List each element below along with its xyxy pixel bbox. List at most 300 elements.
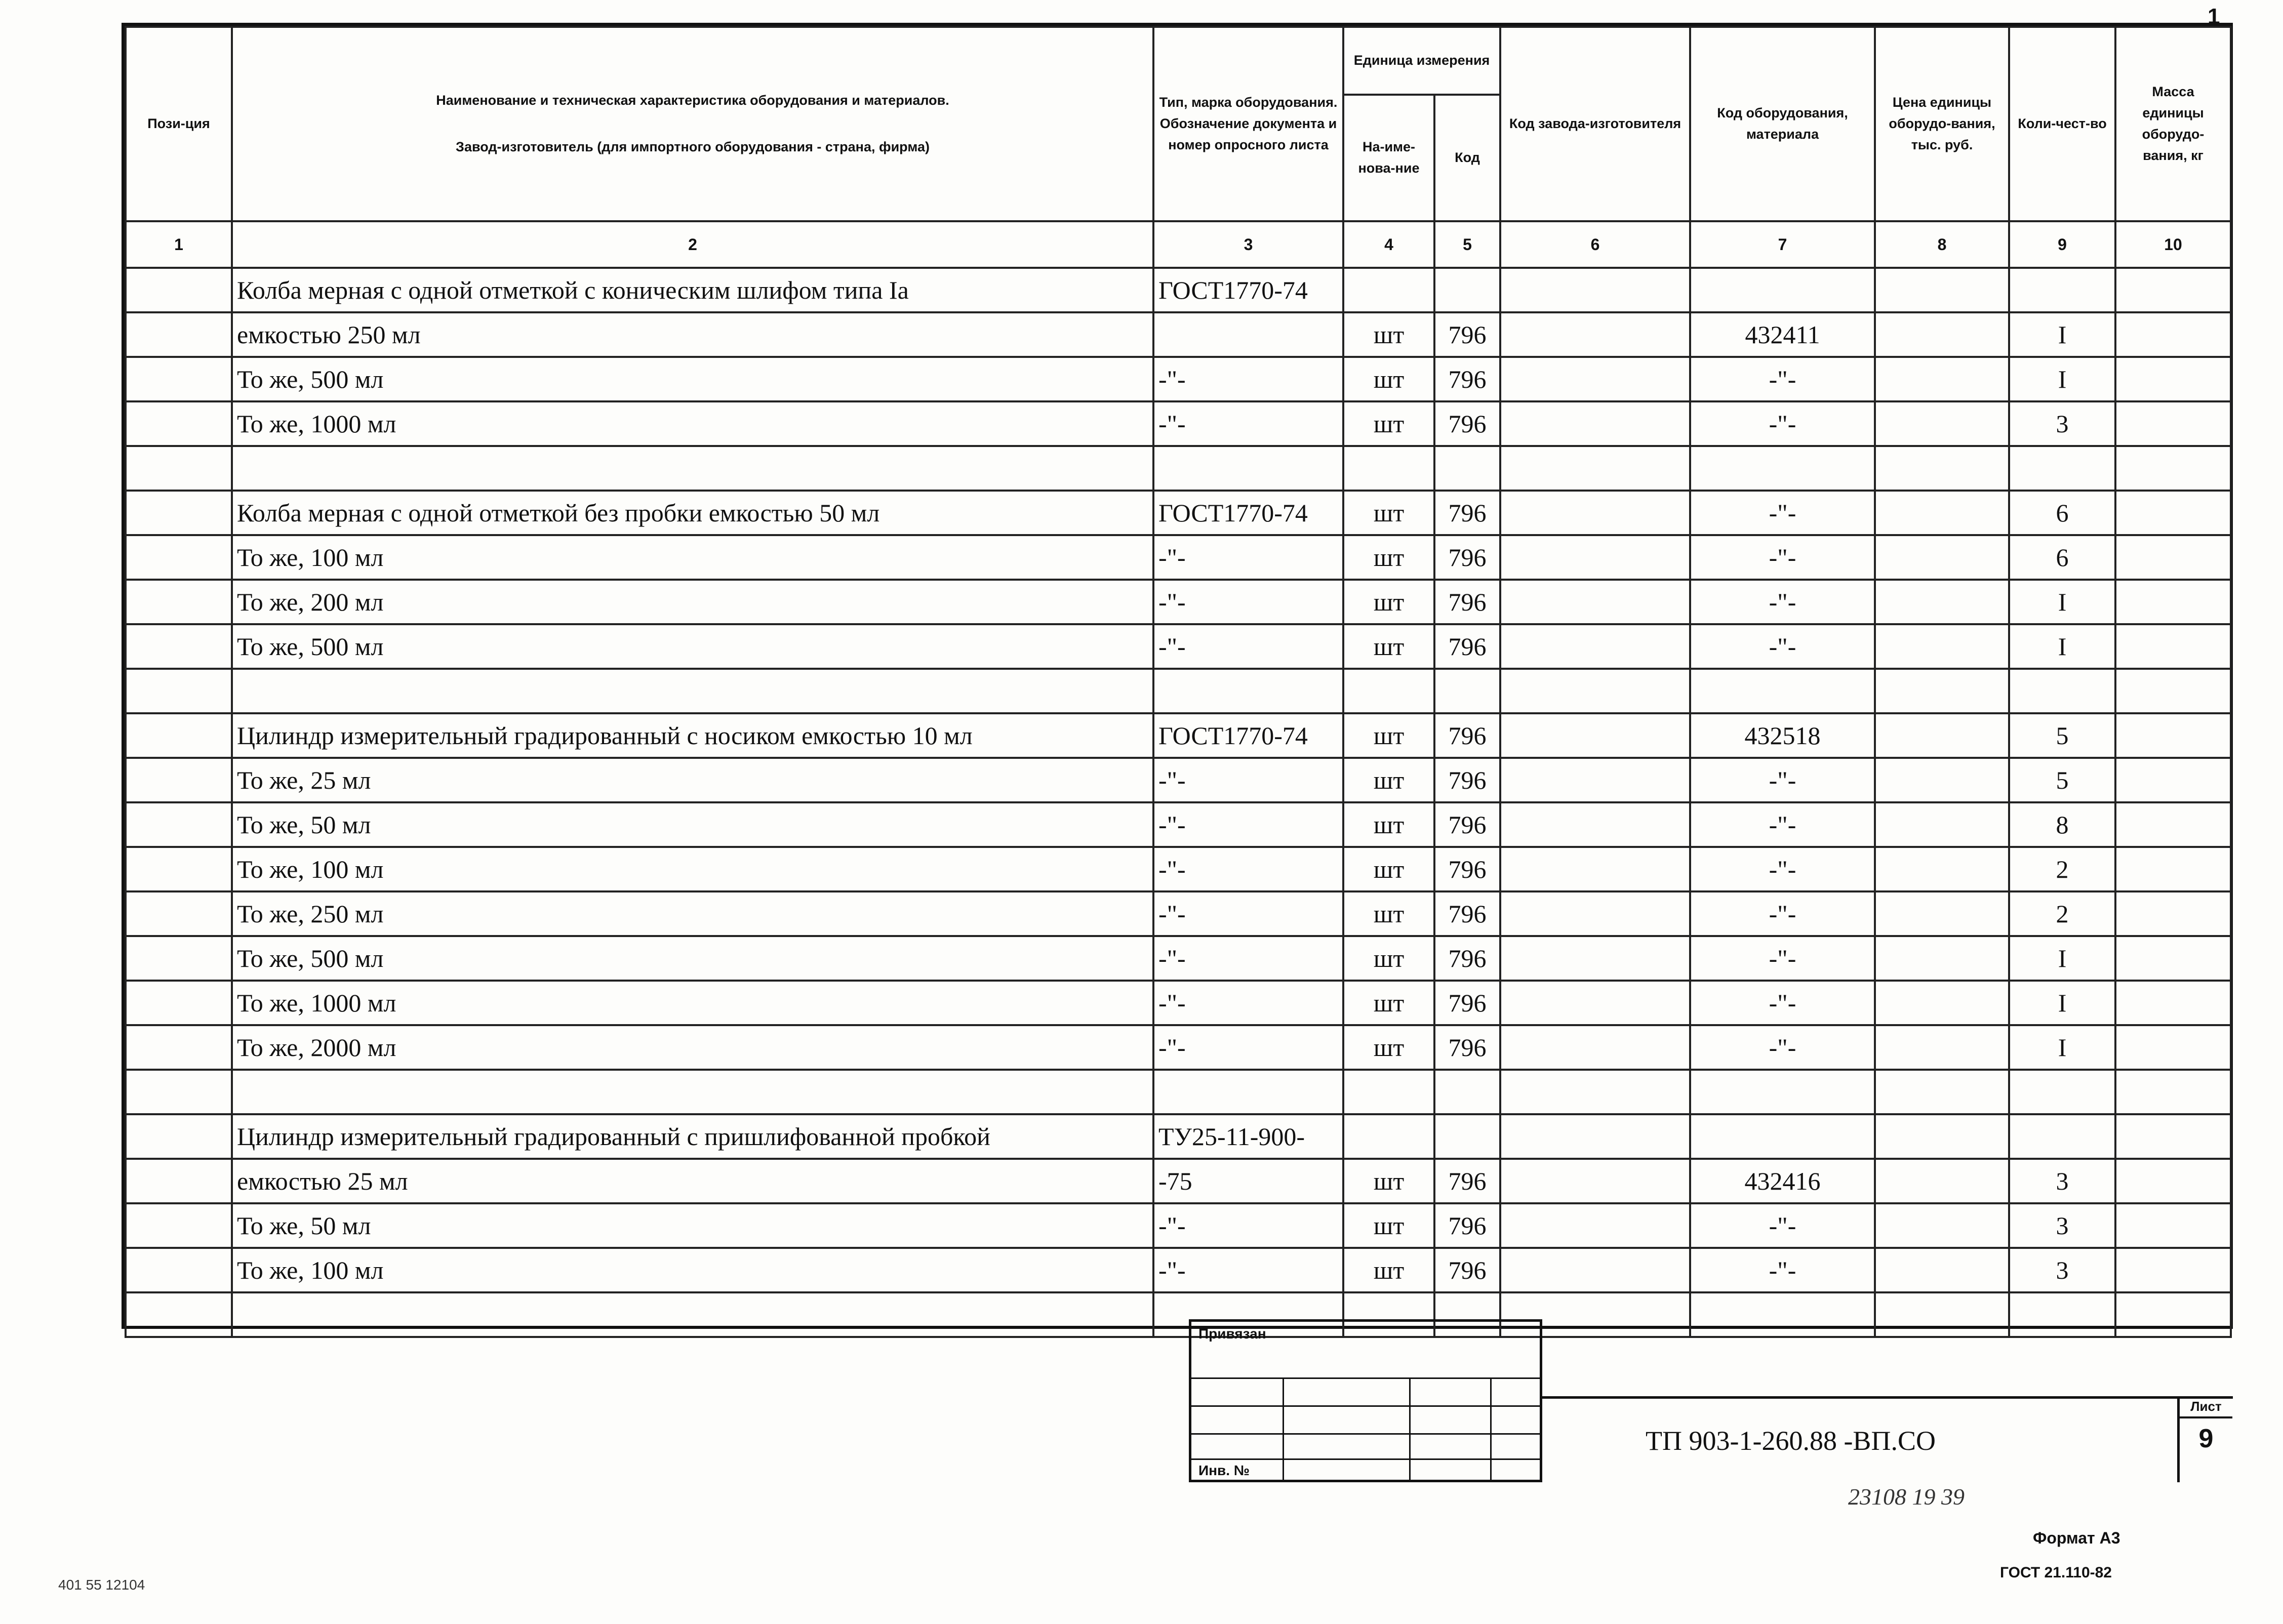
cell-pos — [126, 802, 232, 847]
cell-type: -"- — [1153, 981, 1343, 1025]
col-number: 9 — [2009, 221, 2115, 268]
cell-plant — [1500, 357, 1690, 401]
cell-equip: -"- — [1690, 936, 1875, 981]
cell-code — [1434, 446, 1500, 491]
cell-code: 796 — [1434, 401, 1500, 446]
cell-pos — [126, 1203, 232, 1248]
cell-mass — [2115, 491, 2231, 535]
cell-qty: 3 — [2009, 1203, 2115, 1248]
cell-plant — [1500, 1248, 1690, 1292]
cell-unit: шт — [1343, 357, 1434, 401]
sheet-number: 9 — [2198, 1424, 2214, 1453]
cell-name: То же, 50 мл — [232, 802, 1153, 847]
cell-name: Цилиндр измерительный градированный с носиком емкостью 10 мл — [232, 713, 1153, 758]
cell-plant — [1500, 936, 1690, 981]
cell-code: 796 — [1434, 624, 1500, 669]
table-row — [126, 491, 2231, 535]
cell-type: -75 — [1153, 1159, 1343, 1203]
header-type: Тип, марка оборудования. Обозначение документа и номер опросного листа — [1153, 27, 1343, 221]
cell-code: 796 — [1434, 1025, 1500, 1070]
cell-type: ГОСТ1770-74 — [1153, 268, 1343, 312]
sheet-label: Лист — [2180, 1396, 2232, 1418]
cell-qty: 3 — [2009, 401, 2115, 446]
cell-mass — [2115, 1292, 2231, 1337]
cell-qty — [2009, 1114, 2115, 1159]
cell-qty: 6 — [2009, 535, 2115, 580]
cell-type: -"- — [1153, 847, 1343, 891]
cell-equip: -"- — [1690, 1025, 1875, 1070]
table-row — [126, 1070, 2231, 1114]
cell-plant — [1500, 312, 1690, 357]
cell-type: -"- — [1153, 624, 1343, 669]
cell-unit: шт — [1343, 891, 1434, 936]
cell-equip: 432416 — [1690, 1159, 1875, 1203]
cell-plant — [1500, 580, 1690, 624]
table-row — [126, 1159, 2231, 1203]
cell-qty: 6 — [2009, 491, 2115, 535]
cell-mass — [2115, 312, 2231, 357]
cell-name — [232, 669, 1153, 713]
cell-unit — [1343, 268, 1434, 312]
cell-price — [1875, 1292, 2009, 1337]
cell-price — [1875, 1203, 2009, 1248]
cell-qty: I — [2009, 981, 2115, 1025]
cell-qty — [2009, 268, 2115, 312]
cell-qty: I — [2009, 936, 2115, 981]
table-row — [126, 669, 2231, 713]
table-row — [126, 1025, 2231, 1070]
cell-name: То же, 500 мл — [232, 624, 1153, 669]
cell-code: 796 — [1434, 357, 1500, 401]
cell-price — [1875, 1159, 2009, 1203]
cell-pos — [126, 401, 232, 446]
cell-unit — [1343, 1070, 1434, 1114]
cell-price — [1875, 268, 2009, 312]
cell-plant — [1500, 1025, 1690, 1070]
cell-mass — [2115, 1114, 2231, 1159]
cell-pos — [126, 936, 232, 981]
table-row — [126, 891, 2231, 936]
cell-pos — [126, 713, 232, 758]
table-row — [126, 1248, 2231, 1292]
stamp-divider — [1409, 1377, 1411, 1480]
cell-code: 796 — [1434, 802, 1500, 847]
cell-qty: I — [2009, 580, 2115, 624]
cell-mass — [2115, 1248, 2231, 1292]
cell-pos — [126, 580, 232, 624]
privyazan-label: Привязан — [1198, 1326, 1266, 1342]
cell-price — [1875, 312, 2009, 357]
cell-name: То же, 100 мл — [232, 847, 1153, 891]
cell-plant — [1500, 1114, 1690, 1159]
cell-code — [1434, 268, 1500, 312]
cell-type: -"- — [1153, 936, 1343, 981]
cell-mass — [2115, 1025, 2231, 1070]
cell-price — [1875, 1025, 2009, 1070]
cell-pos — [126, 1159, 232, 1203]
header-unit-name: На-име-нова-ние — [1343, 95, 1434, 221]
header-name-line1: Наименование и техническая характеристика оборудования и материалов. — [436, 93, 949, 108]
table-row — [126, 312, 2231, 357]
cell-type: -"- — [1153, 401, 1343, 446]
cell-qty — [2009, 669, 2115, 713]
cell-mass — [2115, 268, 2231, 312]
cell-code: 796 — [1434, 580, 1500, 624]
cell-name: То же, 500 мл — [232, 357, 1153, 401]
cell-code: 796 — [1434, 1248, 1500, 1292]
cell-price — [1875, 624, 2009, 669]
cell-price — [1875, 891, 2009, 936]
cell-equip: -"- — [1690, 891, 1875, 936]
table-row — [126, 401, 2231, 446]
cell-price — [1875, 446, 2009, 491]
col-number: 7 — [1690, 221, 1875, 268]
cell-mass — [2115, 891, 2231, 936]
cell-equip: -"- — [1690, 847, 1875, 891]
cell-mass — [2115, 580, 2231, 624]
cell-mass — [2115, 758, 2231, 802]
cell-plant — [1500, 401, 1690, 446]
table-row — [126, 981, 2231, 1025]
header-row — [126, 27, 2231, 95]
inventory-stamp: 401 55 12104 — [58, 1577, 145, 1593]
header-quantity: Коли-чест-во — [2009, 27, 2115, 221]
cell-qty: 2 — [2009, 891, 2115, 936]
cell-pos — [126, 847, 232, 891]
cell-equip: -"- — [1690, 1248, 1875, 1292]
cell-unit: шт — [1343, 713, 1434, 758]
cell-plant — [1500, 1159, 1690, 1203]
header-name-line2: Завод-изготовитель (для импортного оборудования - страна, фирма) — [456, 139, 930, 154]
cell-equip: 432411 — [1690, 312, 1875, 357]
cell-name: То же, 1000 мл — [232, 981, 1153, 1025]
cell-qty: 5 — [2009, 758, 2115, 802]
cell-qty: I — [2009, 357, 2115, 401]
table-row — [126, 936, 2231, 981]
document-designation: ТП 903-1-260.88 -ВП.СО — [1646, 1426, 1936, 1456]
sheet-number-box — [2177, 1396, 2232, 1482]
specification-table — [125, 26, 2232, 1338]
cell-mass — [2115, 981, 2231, 1025]
cell-equip — [1690, 1292, 1875, 1337]
cell-qty: 3 — [2009, 1159, 2115, 1203]
cell-price — [1875, 1114, 2009, 1159]
table-row — [126, 1292, 2231, 1337]
format-label: Формат А3 — [2033, 1529, 2120, 1547]
cell-type: -"- — [1153, 1203, 1343, 1248]
cell-name: Цилиндр измерительный градированный с пришлифованной пробкой — [232, 1114, 1153, 1159]
header-price: Цена единицы оборудо-вания, тыс. руб. — [1875, 27, 2009, 221]
cell-price — [1875, 669, 2009, 713]
cell-mass — [2115, 624, 2231, 669]
cell-unit — [1343, 446, 1434, 491]
cell-plant — [1500, 1203, 1690, 1248]
cell-type: -"- — [1153, 580, 1343, 624]
cell-equip: -"- — [1690, 758, 1875, 802]
cell-plant — [1500, 446, 1690, 491]
cell-equip: -"- — [1690, 535, 1875, 580]
cell-code — [1434, 1070, 1500, 1114]
table-row — [126, 758, 2231, 802]
cell-qty — [2009, 446, 2115, 491]
cell-price — [1875, 847, 2009, 891]
cell-pos — [126, 1070, 232, 1114]
header-equipment-code: Код оборудования, материала — [1690, 27, 1875, 221]
cell-price — [1875, 580, 2009, 624]
cell-plant — [1500, 891, 1690, 936]
cell-equip: 432518 — [1690, 713, 1875, 758]
cell-mass — [2115, 847, 2231, 891]
cell-mass — [2115, 1203, 2231, 1248]
cell-type: -"- — [1153, 357, 1343, 401]
cell-mass — [2115, 713, 2231, 758]
cell-name — [232, 446, 1153, 491]
cell-unit: шт — [1343, 624, 1434, 669]
cell-unit — [1343, 1114, 1434, 1159]
cell-code: 796 — [1434, 713, 1500, 758]
cell-code: 796 — [1434, 312, 1500, 357]
cell-pos — [126, 758, 232, 802]
cell-qty: 8 — [2009, 802, 2115, 847]
cell-name: То же, 100 мл — [232, 1248, 1153, 1292]
cell-qty — [2009, 1292, 2115, 1337]
cell-plant — [1500, 713, 1690, 758]
column-number-row — [126, 221, 2231, 268]
cell-plant — [1500, 802, 1690, 847]
cell-name: емкостью 250 мл — [232, 312, 1153, 357]
stamp-line — [1191, 1458, 1540, 1460]
cell-price — [1875, 491, 2009, 535]
cell-pos — [126, 1248, 232, 1292]
cell-code: 796 — [1434, 1159, 1500, 1203]
table-row — [126, 535, 2231, 580]
cell-plant — [1500, 491, 1690, 535]
header-unit-group: Единица измерения — [1343, 27, 1500, 95]
cell-unit: шт — [1343, 491, 1434, 535]
cell-name: емкостью 25 мл — [232, 1159, 1153, 1203]
cell-unit: шт — [1343, 312, 1434, 357]
table-row — [126, 357, 2231, 401]
table-row — [126, 802, 2231, 847]
cell-unit — [1343, 669, 1434, 713]
cell-name: То же, 50 мл — [232, 1203, 1153, 1248]
cell-mass — [2115, 1070, 2231, 1114]
table-row — [126, 268, 2231, 312]
cell-code: 796 — [1434, 758, 1500, 802]
cell-qty: 3 — [2009, 1248, 2115, 1292]
cell-unit: шт — [1343, 981, 1434, 1025]
cell-equip — [1690, 669, 1875, 713]
page-mark: 1 — [2208, 4, 2220, 29]
cell-name: То же, 500 мл — [232, 936, 1153, 981]
header-plant-code: Код завода-изготовителя — [1500, 27, 1690, 221]
cell-equip: -"- — [1690, 491, 1875, 535]
cell-mass — [2115, 802, 2231, 847]
cell-pos — [126, 1292, 232, 1337]
cell-type — [1153, 446, 1343, 491]
cell-equip — [1690, 1070, 1875, 1114]
binding-stamp — [1189, 1319, 1542, 1482]
table-row — [126, 847, 2231, 891]
cell-unit: шт — [1343, 936, 1434, 981]
cell-pos — [126, 268, 232, 312]
cell-unit: шт — [1343, 1203, 1434, 1248]
cell-qty: I — [2009, 1025, 2115, 1070]
cell-equip — [1690, 1114, 1875, 1159]
table-row — [126, 1114, 2231, 1159]
cell-mass — [2115, 1159, 2231, 1203]
col-number: 3 — [1153, 221, 1343, 268]
cell-pos — [126, 1114, 232, 1159]
cell-equip: -"- — [1690, 981, 1875, 1025]
table-row — [126, 1203, 2231, 1248]
cell-pos — [126, 981, 232, 1025]
col-number: 6 — [1500, 221, 1690, 268]
cell-code: 796 — [1434, 981, 1500, 1025]
cell-unit: шт — [1343, 535, 1434, 580]
cell-name — [232, 1070, 1153, 1114]
cell-plant — [1500, 669, 1690, 713]
cell-equip: -"- — [1690, 802, 1875, 847]
table-row — [126, 713, 2231, 758]
cell-mass — [2115, 535, 2231, 580]
cell-type: ГОСТ1770-74 — [1153, 713, 1343, 758]
cell-plant — [1500, 624, 1690, 669]
cell-code: 796 — [1434, 936, 1500, 981]
cell-price — [1875, 936, 2009, 981]
cell-pos — [126, 535, 232, 580]
cell-name: То же, 250 мл — [232, 891, 1153, 936]
cell-price — [1875, 981, 2009, 1025]
cell-mass — [2115, 357, 2231, 401]
cell-equip: -"- — [1690, 401, 1875, 446]
cell-type: ГОСТ1770-74 — [1153, 491, 1343, 535]
cell-unit: шт — [1343, 802, 1434, 847]
cell-type: -"- — [1153, 1025, 1343, 1070]
cell-pos — [126, 669, 232, 713]
cell-type: ТУ25-11-900- — [1153, 1114, 1343, 1159]
header-unit-code: Код — [1434, 95, 1500, 221]
cell-unit: шт — [1343, 1248, 1434, 1292]
cell-name: То же, 2000 мл — [232, 1025, 1153, 1070]
cell-unit: шт — [1343, 758, 1434, 802]
stamp-divider — [1283, 1377, 1284, 1480]
col-number: 1 — [126, 221, 232, 268]
col-number: 8 — [1875, 221, 2009, 268]
cell-equip: -"- — [1690, 1203, 1875, 1248]
cell-name: То же, 25 мл — [232, 758, 1153, 802]
cell-plant — [1500, 847, 1690, 891]
cell-pos — [126, 312, 232, 357]
cell-pos — [126, 1025, 232, 1070]
cell-unit: шт — [1343, 847, 1434, 891]
stamp-line — [1191, 1405, 1540, 1407]
stamp-line — [1191, 1377, 1540, 1379]
cell-type: -"- — [1153, 1248, 1343, 1292]
cell-plant — [1500, 1070, 1690, 1114]
cell-code — [1434, 1114, 1500, 1159]
cell-plant — [1500, 981, 1690, 1025]
cell-equip: -"- — [1690, 624, 1875, 669]
cell-equip — [1690, 446, 1875, 491]
cell-name: То же, 1000 мл — [232, 401, 1153, 446]
cell-price — [1875, 802, 2009, 847]
cell-plant — [1500, 758, 1690, 802]
cell-price — [1875, 401, 2009, 446]
cell-type: -"- — [1153, 758, 1343, 802]
cell-price — [1875, 357, 2009, 401]
col-number: 2 — [232, 221, 1153, 268]
header-mass: Масса единицы оборудо-вания, кг — [2115, 27, 2231, 221]
cell-equip: -"- — [1690, 357, 1875, 401]
cell-plant — [1500, 535, 1690, 580]
cell-pos — [126, 446, 232, 491]
handwritten-number: 23108 19 39 — [1848, 1484, 1965, 1510]
table-row — [126, 446, 2231, 491]
cell-equip: -"- — [1690, 580, 1875, 624]
stamp-line — [1191, 1433, 1540, 1435]
cell-price — [1875, 535, 2009, 580]
cell-pos — [126, 357, 232, 401]
cell-unit: шт — [1343, 401, 1434, 446]
cell-type: -"- — [1153, 802, 1343, 847]
inventory-number-label: Инв. № — [1198, 1463, 1250, 1478]
table-row — [126, 580, 2231, 624]
cell-qty: 5 — [2009, 713, 2115, 758]
cell-code: 796 — [1434, 1203, 1500, 1248]
cell-qty: I — [2009, 624, 2115, 669]
cell-price — [1875, 713, 2009, 758]
cell-pos — [126, 624, 232, 669]
cell-qty — [2009, 1070, 2115, 1114]
cell-mass — [2115, 446, 2231, 491]
cell-name — [232, 1292, 1153, 1337]
cell-code: 796 — [1434, 535, 1500, 580]
cell-qty: 2 — [2009, 847, 2115, 891]
cell-plant — [1500, 268, 1690, 312]
cell-code: 796 — [1434, 491, 1500, 535]
col-number: 5 — [1434, 221, 1500, 268]
cell-code: 796 — [1434, 891, 1500, 936]
cell-equip — [1690, 268, 1875, 312]
cell-name: Колба мерная с одной отметкой без пробки емкостью 50 мл — [232, 491, 1153, 535]
cell-type — [1153, 669, 1343, 713]
col-number: 10 — [2115, 221, 2231, 268]
col-number: 4 — [1343, 221, 1434, 268]
cell-unit: шт — [1343, 1025, 1434, 1070]
cell-unit: шт — [1343, 580, 1434, 624]
cell-code: 796 — [1434, 847, 1500, 891]
header-position: Пози-ция — [126, 27, 232, 221]
cell-type: -"- — [1153, 535, 1343, 580]
cell-name: Колба мерная с одной отметкой с коническим шлифом типа Ia — [232, 268, 1153, 312]
cell-name: То же, 100 мл — [232, 535, 1153, 580]
cell-price — [1875, 758, 2009, 802]
cell-code — [1434, 669, 1500, 713]
stamp-divider — [1490, 1377, 1492, 1480]
cell-mass — [2115, 669, 2231, 713]
cell-name: То же, 200 мл — [232, 580, 1153, 624]
cell-pos — [126, 891, 232, 936]
cell-pos — [126, 491, 232, 535]
cell-unit: шт — [1343, 1159, 1434, 1203]
table-row — [126, 624, 2231, 669]
gost-footer: ГОСТ 21.110-82 — [2000, 1564, 2112, 1581]
cell-type — [1153, 312, 1343, 357]
cell-price — [1875, 1248, 2009, 1292]
cell-mass — [2115, 936, 2231, 981]
cell-mass — [2115, 401, 2231, 446]
